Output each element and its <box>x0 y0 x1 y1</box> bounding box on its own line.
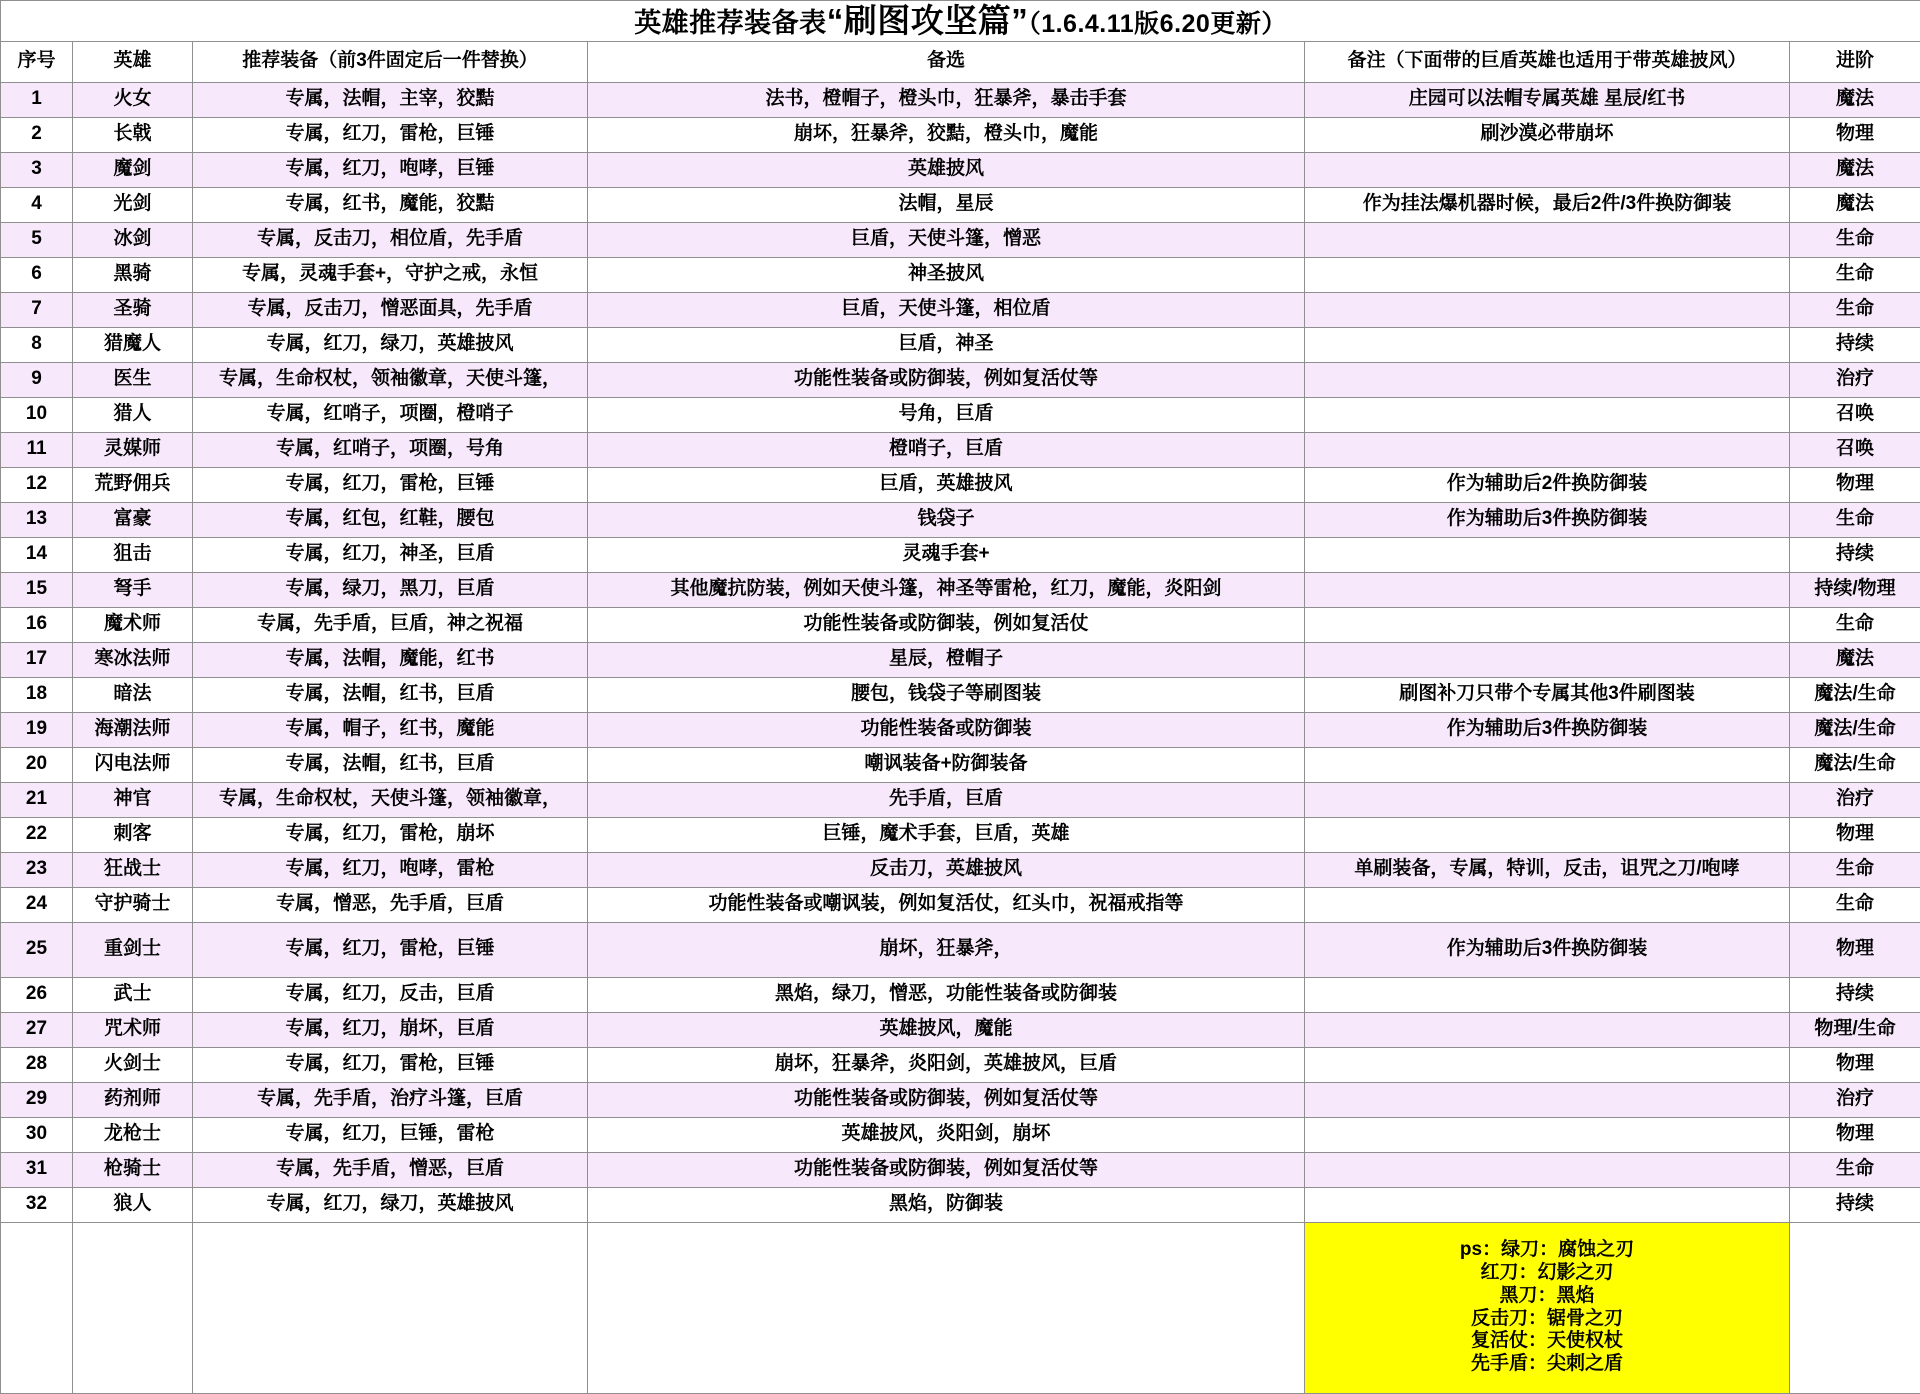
cell-alternatives: 腰包，钱袋子等刷图装 <box>588 677 1305 712</box>
cell-advance: 生命 <box>1790 292 1920 327</box>
table-row <box>1 222 1920 257</box>
table-row <box>1 502 1920 537</box>
cell-alternatives: 先手盾，巨盾 <box>588 782 1305 817</box>
table-row <box>1 187 1920 222</box>
cell-alternatives: 崩坏，狂暴斧，炎阳剑，英雄披风，巨盾 <box>588 1047 1305 1082</box>
cell-alternatives: 英雄披风，炎阳剑，崩坏 <box>588 1117 1305 1152</box>
cell-alternatives: 灵魂手套+ <box>588 537 1305 572</box>
cell-advance: 持续/物理 <box>1790 572 1920 607</box>
cell-index: 23 <box>1 852 73 887</box>
ps-note-line: 黑刀：黑焰 <box>1305 1285 1789 1308</box>
cell-hero: 灵媒师 <box>73 432 193 467</box>
cell-hero: 刺客 <box>73 817 193 852</box>
cell-hero: 龙枪士 <box>73 1117 193 1152</box>
cell-index: 28 <box>1 1047 73 1082</box>
cell-hero: 暗法 <box>73 677 193 712</box>
cell-alternatives: 功能性装备或防御装，例如复活仗等 <box>588 1152 1305 1187</box>
cell-alternatives: 其他魔抗防装，例如天使斗篷，神圣等雷枪，红刀，魔能，炎阳剑 <box>588 572 1305 607</box>
col-header-hero: 英雄 <box>73 41 193 82</box>
table-row <box>1 712 1920 747</box>
cell-alternatives: 号角，巨盾 <box>588 397 1305 432</box>
table-body <box>1 82 1920 1393</box>
cell-alternatives: 巨盾，天使斗篷，相位盾 <box>588 292 1305 327</box>
cell-alternatives: 星辰，橙帽子 <box>588 642 1305 677</box>
cell-notes <box>1305 1152 1790 1187</box>
cell-alternatives: 英雄披风，魔能 <box>588 1012 1305 1047</box>
cell-recommended: 专属，帽子，红书，魔能 <box>193 712 588 747</box>
cell-index: 31 <box>1 1152 73 1187</box>
cell-hero: 黑骑 <box>73 257 193 292</box>
cell-recommended: 专属，红包，红鞋，腰包 <box>193 502 588 537</box>
cell-index: 29 <box>1 1082 73 1117</box>
cell-advance: 魔法 <box>1790 152 1920 187</box>
cell-recommended: 专属，红刀，神圣，巨盾 <box>193 537 588 572</box>
cell-recommended: 专属，红刀，绿刀，英雄披风 <box>193 327 588 362</box>
cell-index: 15 <box>1 572 73 607</box>
table-row <box>1 887 1920 922</box>
table-title-row <box>1 1 1920 42</box>
cell-alternatives: 功能性装备或防御装 <box>588 712 1305 747</box>
cell-notes <box>1305 817 1790 852</box>
cell-recommended: 专属，红刀，雷枪，崩坏 <box>193 817 588 852</box>
ps-note-blank-cell <box>1790 1222 1920 1393</box>
cell-notes <box>1305 397 1790 432</box>
cell-notes <box>1305 1047 1790 1082</box>
col-header-recommended: 推荐装备（前3件固定后一件替换） <box>193 41 588 82</box>
cell-advance: 物理 <box>1790 1047 1920 1082</box>
cell-notes <box>1305 257 1790 292</box>
table-row <box>1 152 1920 187</box>
table-row <box>1 852 1920 887</box>
cell-index: 12 <box>1 467 73 502</box>
cell-index: 1 <box>1 82 73 117</box>
cell-notes <box>1305 537 1790 572</box>
cell-advance: 生命 <box>1790 852 1920 887</box>
cell-hero: 魔术师 <box>73 607 193 642</box>
cell-index: 5 <box>1 222 73 257</box>
cell-index: 26 <box>1 977 73 1012</box>
cell-advance: 物理 <box>1790 817 1920 852</box>
table-row <box>1 922 1920 977</box>
cell-index: 19 <box>1 712 73 747</box>
cell-notes <box>1305 222 1790 257</box>
cell-advance: 召唤 <box>1790 432 1920 467</box>
table-row <box>1 782 1920 817</box>
cell-index: 10 <box>1 397 73 432</box>
title-lead: 英雄推荐装备表 <box>634 8 827 38</box>
cell-notes: 作为辅助后3件换防御装 <box>1305 922 1790 977</box>
cell-alternatives: 钱袋子 <box>588 502 1305 537</box>
ps-note-line: ps：绿刀：腐蚀之刃 <box>1305 1239 1789 1262</box>
cell-alternatives: 嘲讽装备+防御装备 <box>588 747 1305 782</box>
cell-advance: 持续 <box>1790 1187 1920 1222</box>
cell-hero: 医生 <box>73 362 193 397</box>
cell-index: 8 <box>1 327 73 362</box>
table-row <box>1 327 1920 362</box>
table-row <box>1 82 1920 117</box>
cell-recommended: 专属，红刀，巨锤，雷枪 <box>193 1117 588 1152</box>
cell-recommended: 专属，生命权杖，天使斗篷，领袖徽章， <box>193 782 588 817</box>
cell-recommended: 专属，反击刀，憎恶面具，先手盾 <box>193 292 588 327</box>
column-header-row <box>1 41 1920 82</box>
cell-hero: 火剑士 <box>73 1047 193 1082</box>
cell-index: 9 <box>1 362 73 397</box>
ps-note-line: 红刀：幻影之刃 <box>1305 1262 1789 1285</box>
cell-hero: 猎人 <box>73 397 193 432</box>
table-row <box>1 607 1920 642</box>
cell-recommended: 专属，法帽，主宰，狡黠 <box>193 82 588 117</box>
cell-hero: 闪电法师 <box>73 747 193 782</box>
cell-index: 11 <box>1 432 73 467</box>
cell-alternatives: 巨盾，天使斗篷，憎恶 <box>588 222 1305 257</box>
cell-notes <box>1305 1187 1790 1222</box>
cell-notes <box>1305 152 1790 187</box>
col-header-advance: 进阶 <box>1790 41 1920 82</box>
cell-hero: 荒野佣兵 <box>73 467 193 502</box>
cell-hero: 狙击 <box>73 537 193 572</box>
cell-alternatives: 反击刀，英雄披风 <box>588 852 1305 887</box>
table-row <box>1 292 1920 327</box>
cell-notes <box>1305 362 1790 397</box>
cell-hero: 猎魔人 <box>73 327 193 362</box>
cell-recommended: 专属，法帽，红书，巨盾 <box>193 747 588 782</box>
ps-note-row <box>1 1222 1920 1393</box>
cell-alternatives: 功能性装备或防御装，例如复活仗等 <box>588 362 1305 397</box>
cell-hero: 咒术师 <box>73 1012 193 1047</box>
table-row <box>1 642 1920 677</box>
table-row <box>1 1082 1920 1117</box>
ps-note-blank-cell <box>1 1222 73 1393</box>
cell-recommended: 专属，红刀，雷枪，巨锤 <box>193 467 588 502</box>
cell-advance: 魔法/生命 <box>1790 747 1920 782</box>
cell-index: 22 <box>1 817 73 852</box>
table-row <box>1 977 1920 1012</box>
cell-alternatives: 巨锤，魔术手套，巨盾，英雄 <box>588 817 1305 852</box>
table-row <box>1 747 1920 782</box>
cell-notes: 作为辅助后3件换防御装 <box>1305 502 1790 537</box>
cell-advance: 物理 <box>1790 117 1920 152</box>
cell-recommended: 专属，红刀，雷枪，巨锤 <box>193 1047 588 1082</box>
cell-hero: 圣骑 <box>73 292 193 327</box>
cell-alternatives: 神圣披风 <box>588 257 1305 292</box>
cell-notes <box>1305 292 1790 327</box>
cell-advance: 生命 <box>1790 887 1920 922</box>
cell-hero: 魔剑 <box>73 152 193 187</box>
cell-alternatives: 崩坏，狂暴斧，狡黠，橙头巾，魔能 <box>588 117 1305 152</box>
cell-advance: 魔法 <box>1790 82 1920 117</box>
table-row <box>1 467 1920 502</box>
cell-index: 30 <box>1 1117 73 1152</box>
cell-alternatives: 功能性装备或嘲讽装，例如复活仗，红头巾，祝福戒指等 <box>588 887 1305 922</box>
cell-index: 20 <box>1 747 73 782</box>
cell-alternatives: 崩坏，狂暴斧， <box>588 922 1305 977</box>
cell-notes <box>1305 572 1790 607</box>
cell-index: 3 <box>1 152 73 187</box>
cell-index: 14 <box>1 537 73 572</box>
cell-notes <box>1305 642 1790 677</box>
cell-alternatives: 橙哨子，巨盾 <box>588 432 1305 467</box>
cell-recommended: 专属，红刀，雷枪，巨锤 <box>193 117 588 152</box>
cell-index: 13 <box>1 502 73 537</box>
cell-hero: 药剂师 <box>73 1082 193 1117</box>
cell-recommended: 专属，生命权杖，领袖徽章，天使斗篷， <box>193 362 588 397</box>
cell-notes <box>1305 747 1790 782</box>
cell-hero: 神官 <box>73 782 193 817</box>
cell-advance: 召唤 <box>1790 397 1920 432</box>
cell-alternatives: 法帽，星辰 <box>588 187 1305 222</box>
cell-recommended: 专属，红哨子，项圈，号角 <box>193 432 588 467</box>
cell-advance: 物理/生命 <box>1790 1012 1920 1047</box>
title-version: （1.6.4.11版6.20更新） <box>1028 10 1287 38</box>
cell-notes <box>1305 887 1790 922</box>
table-row <box>1 1047 1920 1082</box>
cell-notes: 刷沙漠必带崩坏 <box>1305 117 1790 152</box>
cell-advance: 物理 <box>1790 467 1920 502</box>
cell-notes: 作为挂法爆机器时候，最后2件/3件换防御装 <box>1305 187 1790 222</box>
cell-advance: 生命 <box>1790 257 1920 292</box>
cell-recommended: 专属，灵魂手套+，守护之戒，永恒 <box>193 257 588 292</box>
cell-recommended: 专属，红书，魔能，狡黠 <box>193 187 588 222</box>
cell-notes: 单刷装备，专属，特训，反击，诅咒之刀/咆哮 <box>1305 852 1790 887</box>
cell-notes: 刷图补刀只带个专属其他3件刷图装 <box>1305 677 1790 712</box>
title-big: “刷图攻坚篇” <box>827 2 1029 39</box>
cell-advance: 生命 <box>1790 1152 1920 1187</box>
ps-note-blank-cell <box>73 1222 193 1393</box>
cell-notes <box>1305 1082 1790 1117</box>
table-row <box>1 257 1920 292</box>
cell-advance: 生命 <box>1790 607 1920 642</box>
cell-notes <box>1305 782 1790 817</box>
cell-recommended: 专属，红刀，咆哮，巨锤 <box>193 152 588 187</box>
table-row <box>1 362 1920 397</box>
table-row <box>1 572 1920 607</box>
table-row <box>1 397 1920 432</box>
ps-note-cell <box>1305 1222 1790 1393</box>
cell-hero: 长戟 <box>73 117 193 152</box>
cell-recommended: 专属，法帽，红书，巨盾 <box>193 677 588 712</box>
table-row <box>1 817 1920 852</box>
cell-advance: 生命 <box>1790 222 1920 257</box>
cell-recommended: 专属，绿刀，黑刀，巨盾 <box>193 572 588 607</box>
cell-index: 7 <box>1 292 73 327</box>
col-header-notes: 备注（下面带的巨盾英雄也适用于带英雄披风） <box>1305 41 1790 82</box>
table-row <box>1 117 1920 152</box>
cell-alternatives: 巨盾，神圣 <box>588 327 1305 362</box>
table-row <box>1 432 1920 467</box>
cell-advance: 物理 <box>1790 1117 1920 1152</box>
cell-notes <box>1305 432 1790 467</box>
cell-alternatives: 黑焰，绿刀，憎恶，功能性装备或防御装 <box>588 977 1305 1012</box>
cell-advance: 物理 <box>1790 922 1920 977</box>
cell-recommended: 专属，红刀，雷枪，巨锤 <box>193 922 588 977</box>
cell-notes <box>1305 1117 1790 1152</box>
cell-index: 2 <box>1 117 73 152</box>
cell-hero: 弩手 <box>73 572 193 607</box>
ps-note-blank-cell <box>193 1222 588 1393</box>
cell-alternatives: 功能性装备或防御装，例如复活仗等 <box>588 1082 1305 1117</box>
cell-advance: 持续 <box>1790 327 1920 362</box>
cell-advance: 治疗 <box>1790 362 1920 397</box>
cell-recommended: 专属，红刀，反击，巨盾 <box>193 977 588 1012</box>
cell-advance: 魔法 <box>1790 187 1920 222</box>
cell-hero: 枪骑士 <box>73 1152 193 1187</box>
cell-index: 4 <box>1 187 73 222</box>
cell-notes: 作为辅助后3件换防御装 <box>1305 712 1790 747</box>
cell-advance: 魔法 <box>1790 642 1920 677</box>
cell-index: 18 <box>1 677 73 712</box>
cell-hero: 守护骑士 <box>73 887 193 922</box>
cell-recommended: 专属，红刀，咆哮，雷枪 <box>193 852 588 887</box>
cell-advance: 魔法/生命 <box>1790 677 1920 712</box>
cell-index: 16 <box>1 607 73 642</box>
table-row <box>1 1152 1920 1187</box>
cell-recommended: 专属，憎恶，先手盾，巨盾 <box>193 887 588 922</box>
cell-index: 6 <box>1 257 73 292</box>
col-header-index: 序号 <box>1 41 73 82</box>
ps-note-line: 复活仗：天使权杖 <box>1305 1330 1789 1353</box>
title-cell <box>1 1 1920 42</box>
cell-index: 17 <box>1 642 73 677</box>
cell-advance: 魔法/生命 <box>1790 712 1920 747</box>
cell-hero: 冰剑 <box>73 222 193 257</box>
page-title <box>634 8 1287 38</box>
cell-hero: 海潮法师 <box>73 712 193 747</box>
ps-note-lines <box>1305 1235 1789 1380</box>
cell-recommended: 专属，反击刀，相位盾，先手盾 <box>193 222 588 257</box>
cell-index: 27 <box>1 1012 73 1047</box>
cell-recommended: 专属，先手盾，憎恶，巨盾 <box>193 1152 588 1187</box>
cell-hero: 重剑士 <box>73 922 193 977</box>
cell-advance: 持续 <box>1790 537 1920 572</box>
cell-advance: 生命 <box>1790 502 1920 537</box>
cell-notes <box>1305 1012 1790 1047</box>
cell-hero: 富豪 <box>73 502 193 537</box>
ps-note-line: 先手盾：尖刺之盾 <box>1305 1353 1789 1376</box>
cell-alternatives: 黑焰，防御装 <box>588 1187 1305 1222</box>
cell-index: 25 <box>1 922 73 977</box>
cell-alternatives: 英雄披风 <box>588 152 1305 187</box>
cell-notes: 作为辅助后2件换防御装 <box>1305 467 1790 502</box>
cell-advance: 治疗 <box>1790 1082 1920 1117</box>
cell-alternatives: 功能性装备或防御装，例如复活仗 <box>588 607 1305 642</box>
cell-hero: 狂战士 <box>73 852 193 887</box>
cell-recommended: 专属，红哨子，项圈，橙哨子 <box>193 397 588 432</box>
cell-notes <box>1305 977 1790 1012</box>
cell-alternatives: 法书，橙帽子，橙头巾，狂暴斧，暴击手套 <box>588 82 1305 117</box>
cell-hero: 狼人 <box>73 1187 193 1222</box>
cell-index: 24 <box>1 887 73 922</box>
table-row <box>1 1187 1920 1222</box>
cell-recommended: 专属，先手盾，巨盾，神之祝福 <box>193 607 588 642</box>
table-row <box>1 1117 1920 1152</box>
cell-recommended: 专属，先手盾，治疗斗篷，巨盾 <box>193 1082 588 1117</box>
table-row <box>1 537 1920 572</box>
cell-index: 21 <box>1 782 73 817</box>
cell-notes: 庄园可以法帽专属英雄 星辰/红书 <box>1305 82 1790 117</box>
cell-hero: 光剑 <box>73 187 193 222</box>
table-row <box>1 1012 1920 1047</box>
cell-recommended: 专属，法帽，魔能，红书 <box>193 642 588 677</box>
cell-hero: 寒冰法师 <box>73 642 193 677</box>
cell-recommended: 专属，红刀，崩坏，巨盾 <box>193 1012 588 1047</box>
ps-note-blank-cell <box>588 1222 1305 1393</box>
col-header-alternatives: 备选 <box>588 41 1305 82</box>
cell-advance: 治疗 <box>1790 782 1920 817</box>
cell-recommended: 专属，红刀，绿刀，英雄披风 <box>193 1187 588 1222</box>
cell-hero: 火女 <box>73 82 193 117</box>
ps-note-line: 反击刀：锯骨之刃 <box>1305 1308 1789 1331</box>
cell-alternatives: 巨盾，英雄披风 <box>588 467 1305 502</box>
cell-index: 32 <box>1 1187 73 1222</box>
cell-hero: 武士 <box>73 977 193 1012</box>
table-row <box>1 677 1920 712</box>
cell-notes <box>1305 607 1790 642</box>
cell-notes <box>1305 327 1790 362</box>
cell-advance: 持续 <box>1790 977 1920 1012</box>
